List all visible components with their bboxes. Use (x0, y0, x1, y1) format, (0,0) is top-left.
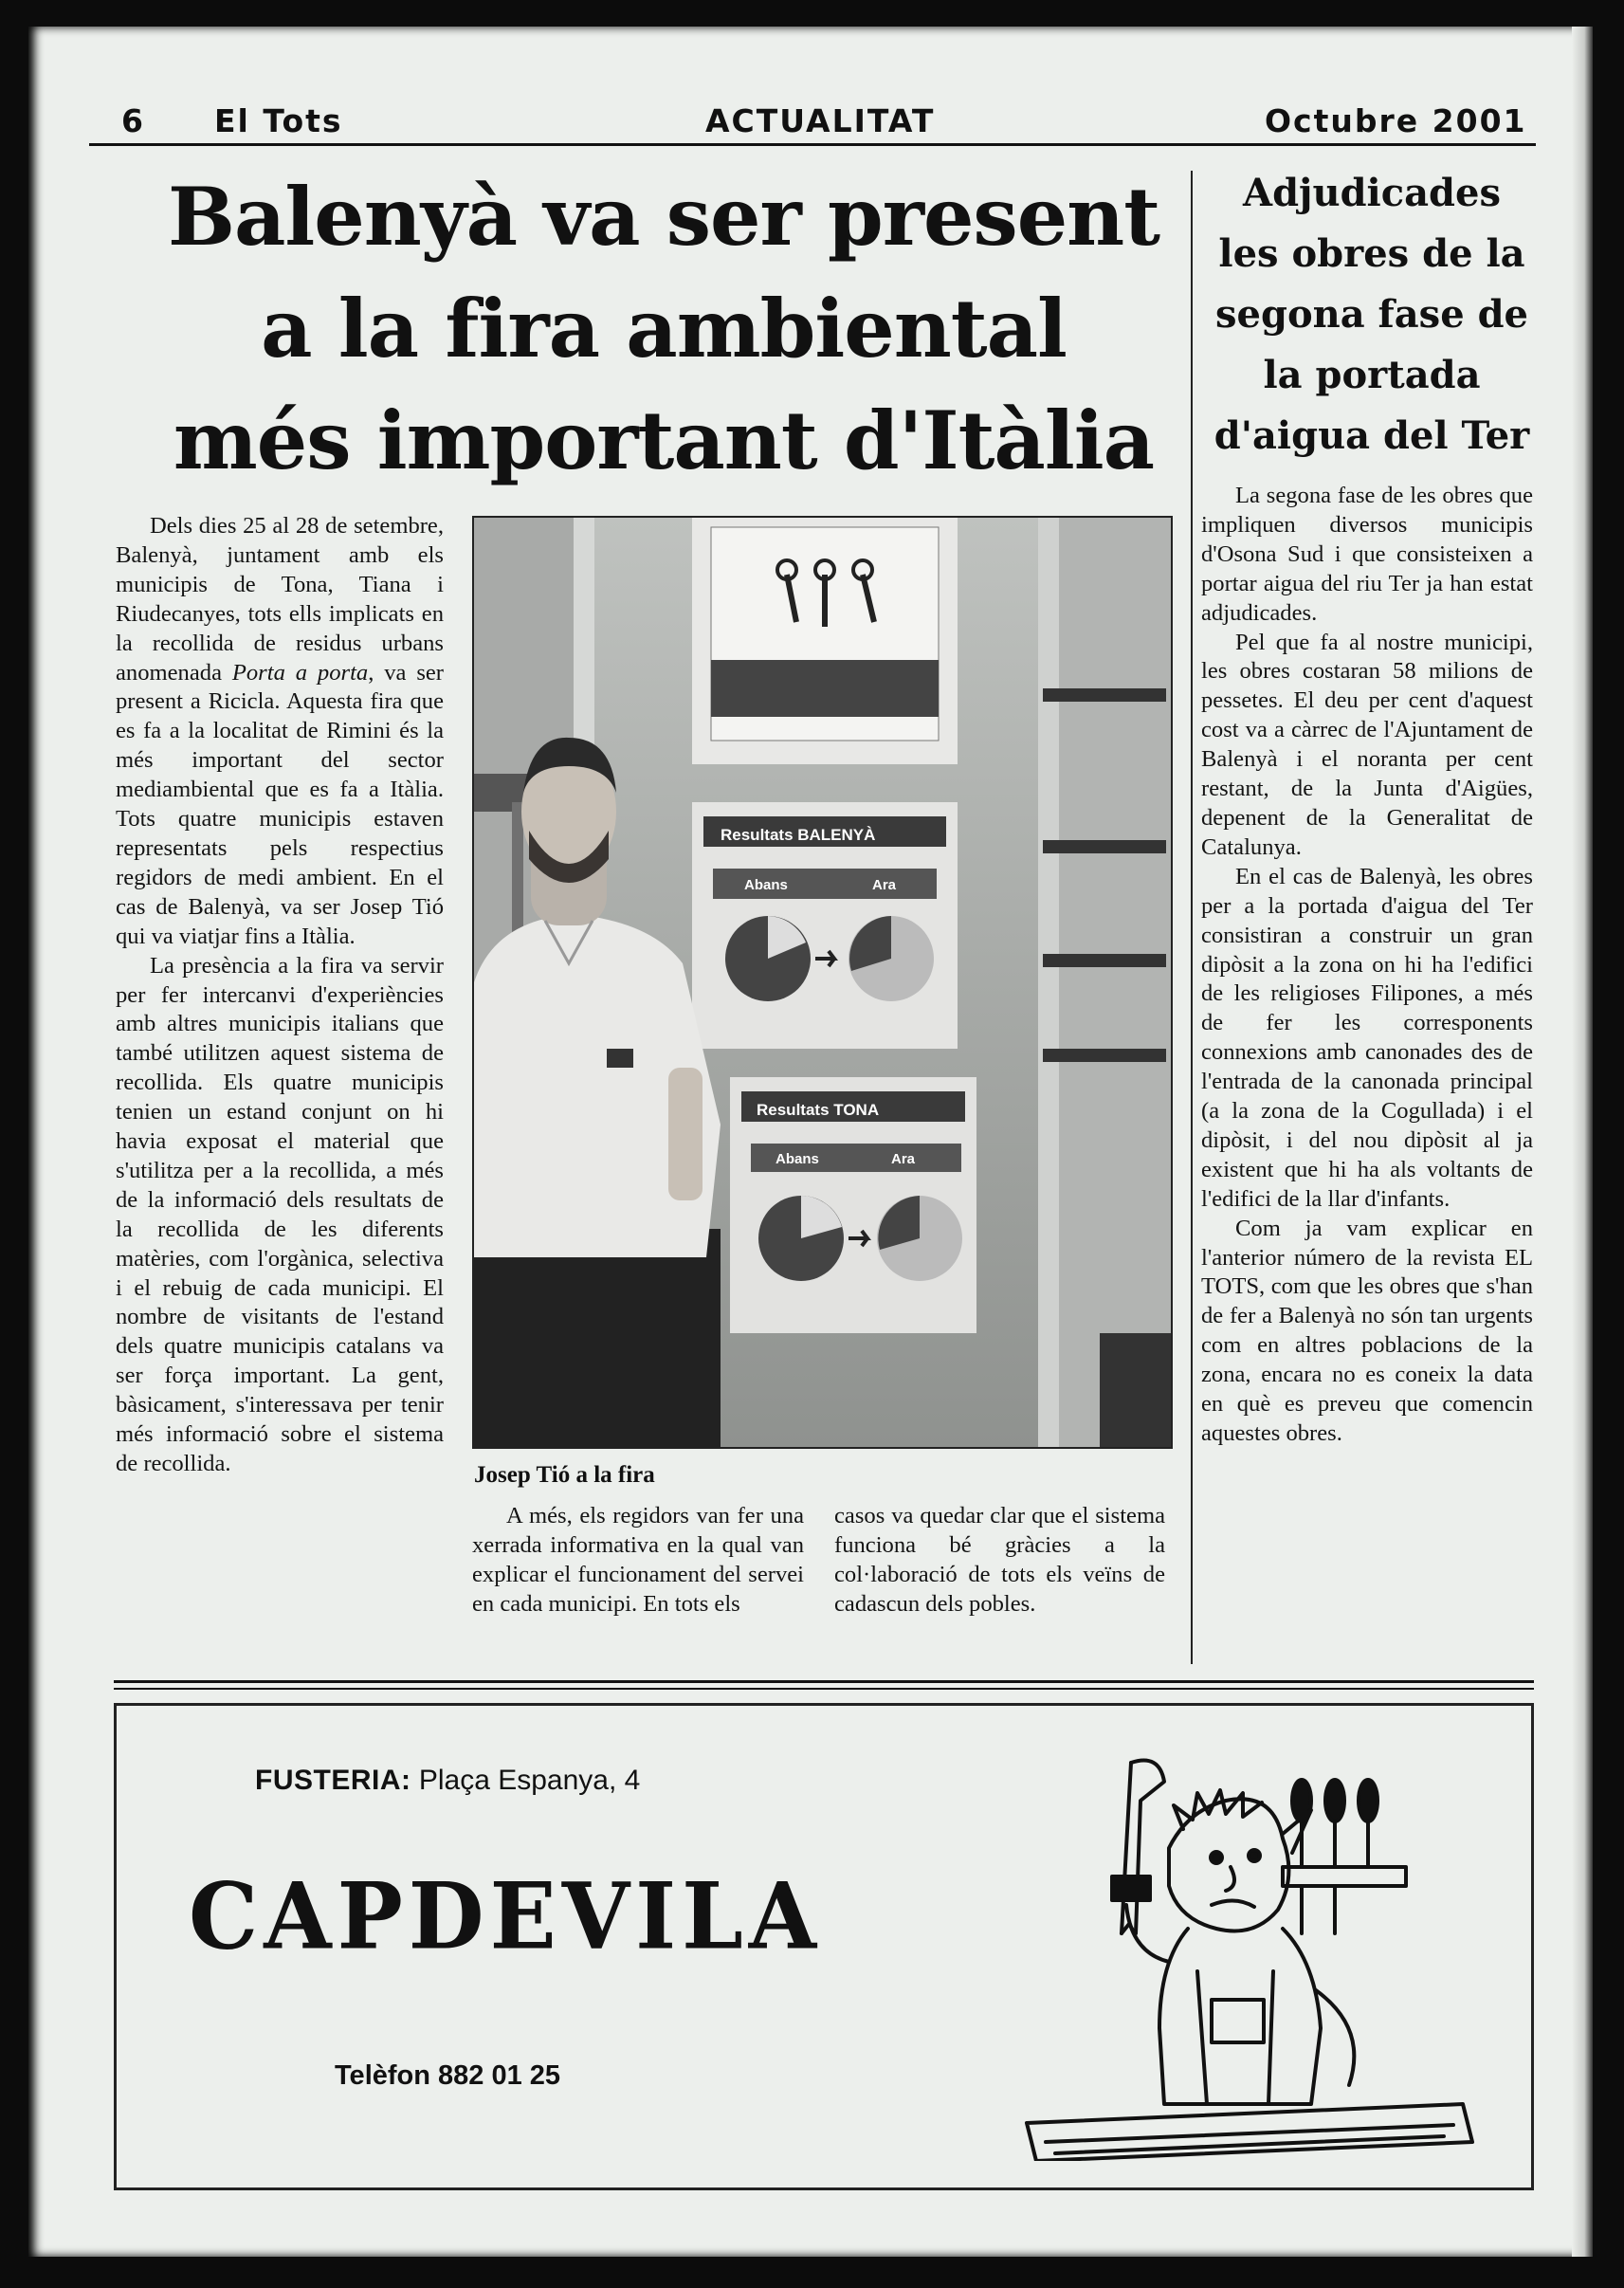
ad-business-name: CAPDEVILA (189, 1862, 823, 1970)
svg-text:Abans: Abans (776, 1151, 819, 1167)
svg-text:Resultats BALENYÀ: Resultats BALENYÀ (721, 826, 876, 844)
side-article-body: La segona fase de les obres que impliquen diversos municipis d'Osona Sud i que consisteixen a portar aigua del riu Ter ja han estat adjudicades. Pel que fa al nostre municipi, les obres costaran 58 milions de pessetes. El deu per cent d'aquest cost va a càrrec de l'Ajuntament de Balenyà i el noranta per cent restant, de la Junta d'Aigües, depenent de la Generalitat de Catalunya. En el cas de Balenyà, les obres per a la portada d'aigua del Ter consistiran a construir un gran dipòsit a la zona on hi ha l'edifici de les religioses Filipones, a més de fer les corresponents connexions amb canonades des de l'entrada de la canonada principal (a la zona de la Cogullada) i el dipòsit, i del nou dipòsit al ja existent que hi ha als voltants de l'edifici de la llar d'infants. Com ja vam explicar en l'anterior número de la revista EL TOTS, com que les obres que s'han de fer a Balenyà no són tan urgents com en altres poblacions de la zona, encara no es coneix la data en què es preveu que comencin aquestes obres. (1201, 483, 1533, 1446)
ad-phone: Telèfon 882 01 25 (335, 2060, 561, 2091)
photo-caption: Josep Tió a la fira (474, 1462, 655, 1488)
svg-text:Abans: Abans (744, 877, 788, 893)
main-article-column-3: casos va quedar clar que el sistema funciona bé gràcies a la col·laboració de tots els veïns de cadascun dels pobles. (834, 1503, 1165, 1617)
main-headline: Balenyà va ser present a la fira ambiental més important d'Itàlia (167, 170, 1160, 487)
article-photo (472, 516, 1173, 1449)
ad-address: FUSTERIA: Plaça Espanya, 4 (255, 1765, 641, 1796)
header-rule (89, 143, 1536, 146)
page-number: 6 (121, 102, 145, 139)
main-article-column-1: Dels dies 25 al 28 de setembre, Balenyà, juntament amb els municipis de Tona, Tiana i Riudecanyes, tots ells implicats en la recollida de residus urbans anomenada Porta a porta, va ser present a Ricicla. Aquesta fira que es fa a la localitat de Rimini és la més important del sector mediambiental que es fa a Itàlia. Tots quatre municipis estaven representats pels respectius regidors de medi ambient. En el cas de Balenyà, va ser Josep Tió qui va viatjar fins a Itàlia. La presència a la fira va servir per fer intercanvi d'experiències amb altres municipis italians que també utilitzen aquest sistema de recollida. Els quatre municipis tenien un estand conjunt on hi havia exposat el material que s'utilitza per a la recollida, a més de la informació dels resultats de la recollida de les diferents matèries, com l'orgànica, selectiva i el rebuig de cada municipi. El nombre de visitants de l'estand dels quatre municipis catalans va ser força important. La gent, bàsicament, s'interessava per tenir més informació sobre el sistema de recollida. (116, 513, 444, 1476)
poster-tona (730, 1077, 976, 1333)
column-divider (1191, 171, 1193, 1664)
carpenter-cartoon-icon (970, 1744, 1501, 2161)
side-headline: Adjudicades les obres de la segona fase de la portada d'aigua del Ter (1213, 171, 1530, 458)
svg-text:Resultats TONA: Resultats TONA (757, 1101, 880, 1119)
page-edge (1572, 27, 1593, 2257)
advertisement-box (114, 1703, 1534, 2190)
poster-balenya (692, 802, 958, 1049)
issue-date: Octubre 2001 (1265, 102, 1527, 139)
section-title: ACTUALITAT (705, 102, 936, 139)
svg-text:Ara: Ara (891, 1151, 916, 1167)
ad-rule-bottom (114, 1688, 1534, 1690)
svg-text:Ara: Ara (872, 877, 897, 893)
main-article-column-2: A més, els regidors van fer una xerrada informativa en la qual van explicar el funcionament del servei en cada municipi. En tots els (472, 1503, 804, 1617)
publication-name: El Tots (214, 102, 343, 139)
ad-rule-top (114, 1680, 1534, 1683)
